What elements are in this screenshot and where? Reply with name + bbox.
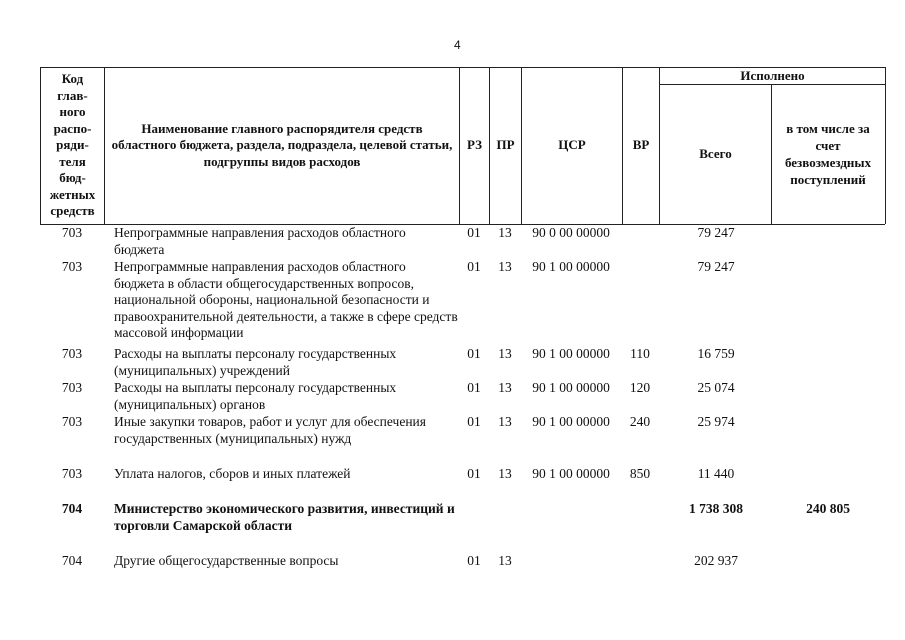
header-vsego <box>659 84 771 224</box>
cell-vsego: 79 247 <box>697 225 735 240</box>
cell-name: Непрограммные направления расходов областного бюджета <box>114 225 406 257</box>
cell-rz: 01 <box>467 346 481 361</box>
header-vr <box>622 67 659 224</box>
cell-vsego: 25 074 <box>697 380 735 395</box>
page-number: 4 <box>454 38 461 52</box>
cell-csr: 90 1 00 00000 <box>532 414 610 429</box>
header-pr-text: ПР <box>496 137 515 153</box>
cell-pr: 13 <box>498 380 512 395</box>
header-kod-line: средств <box>50 203 95 219</box>
cell-rz: 01 <box>467 553 481 568</box>
header-ispolneno <box>659 67 885 84</box>
cell-csr: 90 1 00 00000 <box>532 380 610 395</box>
cell-vr: 240 <box>629 414 651 429</box>
cell-name: Другие общегосударственные вопросы <box>114 553 339 568</box>
cell-name: Расходы на выплаты персоналу государственных (муниципальных) органов <box>114 380 397 412</box>
cell-kod: 704 <box>61 553 83 568</box>
cell-vr: 110 <box>630 346 650 361</box>
header-kod-line: глав- <box>57 87 88 103</box>
header-ispolneno-text: Исполнено <box>740 68 805 83</box>
header-rz-text: РЗ <box>467 137 482 153</box>
header-kod-line: теля <box>59 153 86 169</box>
header-kod-line: Код <box>61 71 84 87</box>
header-name <box>104 67 459 224</box>
cell-pr: 13 <box>498 346 512 361</box>
header-csr <box>521 67 622 224</box>
header-csr-text: ЦСР <box>558 137 586 153</box>
cell-name: Иные закупки товаров, работ и услуг для обеспечения государственных (муниципальных) нужд <box>114 414 426 446</box>
header-right-border <box>885 67 886 224</box>
header-pr <box>489 67 521 224</box>
cell-pr: 13 <box>498 414 512 429</box>
header-kod-line: распо- <box>53 120 92 136</box>
cell-csr: 90 1 00 00000 <box>532 466 610 481</box>
cell-pr: 13 <box>498 259 512 274</box>
header-name-text: Наименование главного распорядителя средств областного бюджета, раздела, подраздела, целевой статьи, подгруппы видов расходов <box>111 120 453 169</box>
cell-rz: 01 <box>467 225 481 240</box>
header-kod-line: бюд- <box>59 170 86 186</box>
cell-csr: 90 1 00 00000 <box>532 259 610 274</box>
cell-kod: 703 <box>61 225 83 240</box>
header-kod-line: ряди- <box>56 137 89 153</box>
cell-vsego: 1 738 308 <box>689 501 743 516</box>
cell-rz: 01 <box>467 414 481 429</box>
cell-vr: 120 <box>629 380 651 395</box>
header-kod-lines <box>50 71 96 220</box>
cell-pr: 13 <box>498 466 512 481</box>
cell-name: Непрограммные направления расходов областного бюджета в области общегосударственных вопросов, национальной обороны, национальной безопасности и правоохранительной деятельности, а также в сфере средств массовой информации <box>114 259 458 340</box>
cell-name: Министерство экономического развития, инвестиций и торговли Самарской области <box>114 501 455 533</box>
header-vsego-text: Всего <box>699 146 732 161</box>
cell-vsego: 11 440 <box>697 466 735 481</box>
cell-kod: 704 <box>61 501 83 516</box>
cell-pr: 13 <box>498 553 512 568</box>
header-kod <box>40 67 104 224</box>
cell-vsego: 16 759 <box>697 346 735 361</box>
cell-rz: 01 <box>467 259 481 274</box>
cell-vsego: 79 247 <box>697 259 735 274</box>
cell-kod: 703 <box>61 259 83 274</box>
header-kod-line: жетных <box>49 186 96 202</box>
header-bezv <box>771 84 885 224</box>
cell-kod: 703 <box>61 466 83 481</box>
cell-bezv-postupleniya: 240 805 <box>806 501 850 516</box>
cell-csr: 90 0 00 00000 <box>532 225 610 240</box>
cell-rz: 01 <box>467 380 481 395</box>
cell-vsego: 202 937 <box>694 553 738 568</box>
cell-name: Расходы на выплаты персоналу государственных (муниципальных) учреждений <box>114 346 397 378</box>
cell-kod: 703 <box>61 346 83 361</box>
cell-kod: 703 <box>61 414 83 429</box>
cell-csr: 90 1 00 00000 <box>532 346 610 361</box>
cell-rz: 01 <box>467 466 481 481</box>
header-kod-line: ного <box>59 104 86 120</box>
header-rz <box>459 67 489 224</box>
cell-vr: 850 <box>629 466 651 481</box>
cell-kod: 703 <box>61 380 83 395</box>
header-bezv-text: в том числе за счет безвозмездных поступлений <box>784 121 872 187</box>
cell-pr: 13 <box>498 225 512 240</box>
cell-name: Уплата налогов, сборов и иных платежей <box>114 466 351 481</box>
header-vr-text: ВР <box>632 137 650 153</box>
cell-vsego: 25 974 <box>697 414 735 429</box>
